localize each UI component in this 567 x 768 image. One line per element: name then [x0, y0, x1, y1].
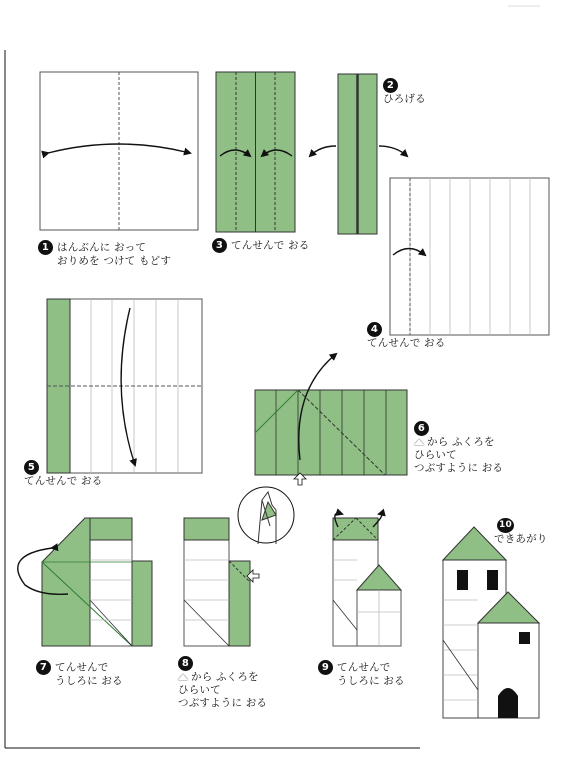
door: [498, 688, 518, 718]
hollow-up-arrow-icon: [178, 674, 188, 680]
step7-figure: [18, 518, 152, 646]
step6-caption: 6 から ふくろを ひらいて つぶすように おる: [414, 423, 504, 474]
step2-caption: 2 ひろげる: [383, 80, 426, 105]
curved-arrow-icon: [310, 146, 336, 156]
hollow-up-arrow-icon: [414, 439, 424, 445]
step5-figure: [47, 299, 202, 473]
step3-figure: [216, 72, 295, 232]
step8-caption: 8 から ふくろを ひらいて つぶすように おる: [178, 658, 268, 709]
step9-caption: 9 てんせんで うしろに おる: [318, 660, 405, 688]
step4-figure: [390, 178, 549, 335]
step10-caption: 10 できあがり: [494, 520, 548, 545]
step1-caption: 1 はんぶんに おって おりめを つけて もどす: [38, 240, 171, 268]
step9-figure: [333, 513, 401, 646]
step4-caption: 4 てんせんで おる: [367, 324, 446, 349]
step6-figure: [255, 354, 407, 485]
magnifier-circle-icon: [238, 487, 294, 544]
curved-arrow-icon: [379, 146, 407, 156]
step5-caption: 5 てんせんで おる: [24, 462, 103, 487]
window: [519, 632, 530, 644]
step7-caption: 7 てんせんで うしろに おる: [36, 660, 123, 688]
step1-figure: [40, 72, 198, 230]
step10-figure: [443, 527, 539, 718]
window: [487, 570, 498, 590]
step8-figure: [184, 518, 259, 646]
window: [457, 570, 468, 590]
step3-caption: 3 てんせんで おる: [212, 238, 309, 253]
